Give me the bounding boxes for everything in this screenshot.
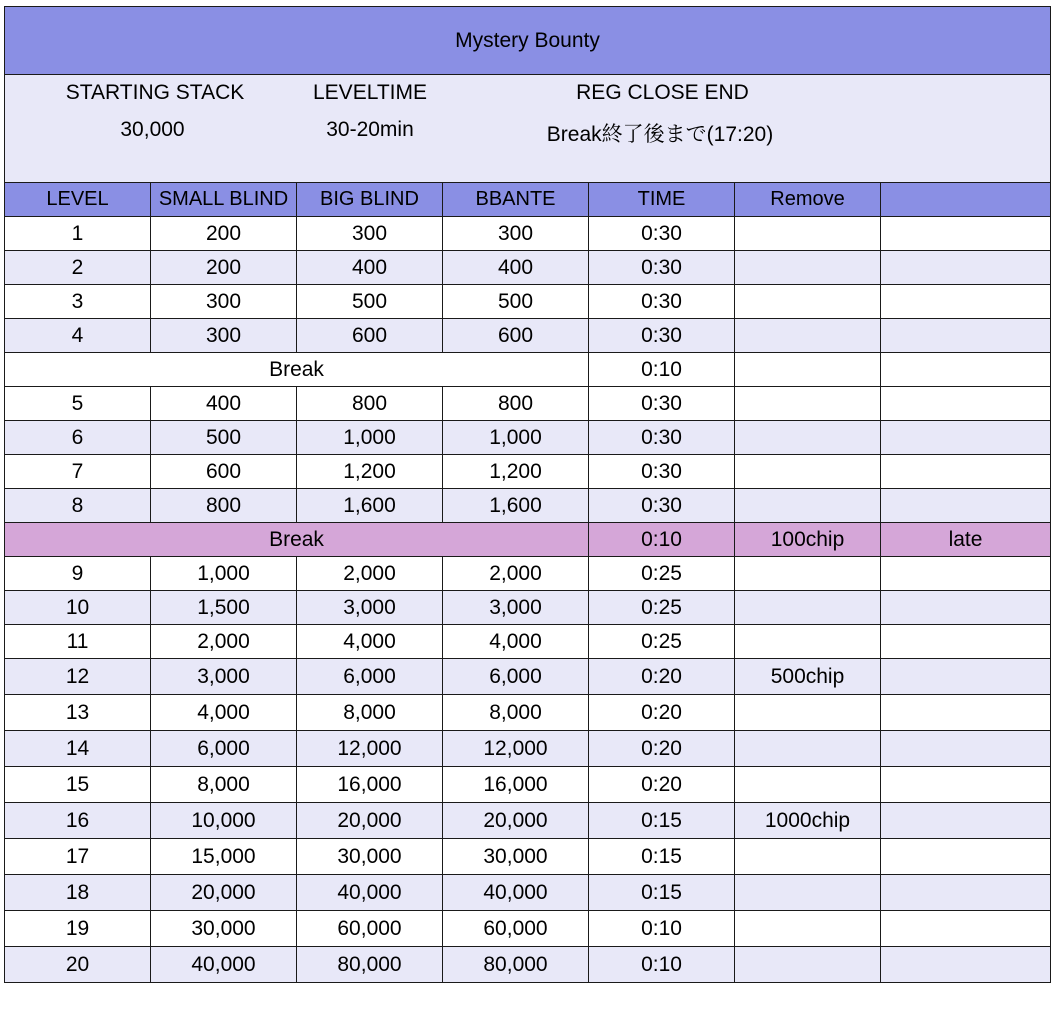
level-number: 8 <box>5 489 151 523</box>
bb-ante: 12,000 <box>443 731 589 767</box>
level-row <box>5 285 1051 319</box>
break-note <box>881 353 1051 387</box>
small-blind: 1,500 <box>151 591 297 625</box>
remove-note <box>735 875 881 911</box>
small-blind: 40,000 <box>151 947 297 983</box>
level-time: 0:15 <box>589 839 735 875</box>
bb-ante: 60,000 <box>443 911 589 947</box>
level-row <box>5 455 1051 489</box>
level-row <box>5 557 1051 591</box>
remove-note <box>735 911 881 947</box>
remove-note <box>735 731 881 767</box>
bb-ante: 500 <box>443 285 589 319</box>
extra-note <box>881 251 1051 285</box>
level-row <box>5 591 1051 625</box>
level-row <box>5 217 1051 251</box>
blind-structure-sheet <box>4 6 1052 983</box>
big-blind: 30,000 <box>297 839 443 875</box>
header-big-blind: BIG BLIND <box>297 183 443 217</box>
level-row <box>5 875 1051 911</box>
big-blind: 1,000 <box>297 421 443 455</box>
level-time: 0:30 <box>589 489 735 523</box>
remove-note <box>735 217 881 251</box>
level-row <box>5 625 1051 659</box>
small-blind: 30,000 <box>151 911 297 947</box>
remove-note <box>735 839 881 875</box>
extra-note <box>881 767 1051 803</box>
level-row <box>5 947 1051 983</box>
extra-note <box>881 839 1051 875</box>
big-blind: 8,000 <box>297 695 443 731</box>
level-number: 1 <box>5 217 151 251</box>
remove-note <box>735 695 881 731</box>
small-blind: 200 <box>151 251 297 285</box>
extra-note <box>881 695 1051 731</box>
remove-note <box>735 767 881 803</box>
level-row <box>5 767 1051 803</box>
level-row <box>5 319 1051 353</box>
level-number: 15 <box>5 767 151 803</box>
small-blind: 600 <box>151 455 297 489</box>
big-blind: 400 <box>297 251 443 285</box>
level-row <box>5 489 1051 523</box>
level-number: 4 <box>5 319 151 353</box>
big-blind: 4,000 <box>297 625 443 659</box>
extra-note <box>881 731 1051 767</box>
small-blind: 300 <box>151 319 297 353</box>
big-blind: 60,000 <box>297 911 443 947</box>
level-number: 6 <box>5 421 151 455</box>
level-time: 0:30 <box>589 387 735 421</box>
big-blind: 80,000 <box>297 947 443 983</box>
small-blind: 15,000 <box>151 839 297 875</box>
bb-ante: 400 <box>443 251 589 285</box>
bb-ante: 4,000 <box>443 625 589 659</box>
level-time: 0:30 <box>589 251 735 285</box>
bb-ante: 1,200 <box>443 455 589 489</box>
small-blind: 800 <box>151 489 297 523</box>
bb-ante: 16,000 <box>443 767 589 803</box>
info-row <box>5 75 1051 183</box>
extra-note <box>881 591 1051 625</box>
leveltime-value: 30-20min <box>326 118 414 141</box>
level-time: 0:20 <box>589 731 735 767</box>
small-blind: 200 <box>151 217 297 251</box>
level-time: 0:30 <box>589 285 735 319</box>
big-blind: 500 <box>297 285 443 319</box>
small-blind: 3,000 <box>151 659 297 695</box>
break-remove <box>735 353 881 387</box>
level-number: 16 <box>5 803 151 839</box>
bb-ante: 1,000 <box>443 421 589 455</box>
remove-note <box>735 489 881 523</box>
header-level: LEVEL <box>5 183 151 217</box>
level-number: 12 <box>5 659 151 695</box>
remove-note <box>735 591 881 625</box>
big-blind: 800 <box>297 387 443 421</box>
info-panel <box>5 75 1051 183</box>
level-number: 10 <box>5 591 151 625</box>
extra-note <box>881 875 1051 911</box>
level-time: 0:10 <box>589 947 735 983</box>
level-row <box>5 387 1051 421</box>
title-row <box>5 7 1051 75</box>
extra-note <box>881 557 1051 591</box>
starting-stack-label: STARTING STACK <box>65 81 245 104</box>
bb-ante: 80,000 <box>443 947 589 983</box>
bb-ante: 800 <box>443 387 589 421</box>
break-label: Break <box>5 353 589 387</box>
level-time: 0:15 <box>589 803 735 839</box>
small-blind: 10,000 <box>151 803 297 839</box>
level-time: 0:30 <box>589 319 735 353</box>
big-blind: 16,000 <box>297 767 443 803</box>
big-blind: 1,600 <box>297 489 443 523</box>
big-blind: 1,200 <box>297 455 443 489</box>
extra-note <box>881 319 1051 353</box>
remove-note <box>735 319 881 353</box>
bb-ante: 8,000 <box>443 695 589 731</box>
level-number: 11 <box>5 625 151 659</box>
break-row <box>5 353 1051 387</box>
remove-note <box>735 421 881 455</box>
remove-note <box>735 947 881 983</box>
level-row <box>5 695 1051 731</box>
level-number: 3 <box>5 285 151 319</box>
bb-ante: 2,000 <box>443 557 589 591</box>
bb-ante: 30,000 <box>443 839 589 875</box>
extra-note <box>881 625 1051 659</box>
extra-note <box>881 455 1051 489</box>
header-time: TIME <box>589 183 735 217</box>
remove-note <box>735 455 881 489</box>
level-time: 0:25 <box>589 625 735 659</box>
level-row <box>5 731 1051 767</box>
remove-note <box>735 625 881 659</box>
header-bbante: BBANTE <box>443 183 589 217</box>
level-number: 17 <box>5 839 151 875</box>
level-row <box>5 839 1051 875</box>
break-time: 0:10 <box>589 523 735 557</box>
leveltime-label: LEVELTIME <box>313 81 427 104</box>
small-blind: 400 <box>151 387 297 421</box>
small-blind: 20,000 <box>151 875 297 911</box>
bb-ante: 40,000 <box>443 875 589 911</box>
header-extra <box>881 183 1051 217</box>
remove-note <box>735 387 881 421</box>
level-time: 0:30 <box>589 455 735 489</box>
small-blind: 2,000 <box>151 625 297 659</box>
level-row <box>5 421 1051 455</box>
extra-note <box>881 659 1051 695</box>
header-small-blind: SMALL BLIND <box>151 183 297 217</box>
break-remove: 100chip <box>735 523 881 557</box>
bb-ante: 6,000 <box>443 659 589 695</box>
extra-note <box>881 489 1051 523</box>
level-number: 9 <box>5 557 151 591</box>
big-blind: 20,000 <box>297 803 443 839</box>
blind-structure-table <box>4 6 1051 983</box>
break-label: Break <box>5 523 589 557</box>
level-time: 0:25 <box>589 557 735 591</box>
extra-note <box>881 217 1051 251</box>
bb-ante: 600 <box>443 319 589 353</box>
level-time: 0:20 <box>589 767 735 803</box>
level-row <box>5 803 1051 839</box>
header-remove: Remove <box>735 183 881 217</box>
column-header-row <box>5 183 1051 217</box>
level-row <box>5 251 1051 285</box>
level-row <box>5 659 1051 695</box>
small-blind: 4,000 <box>151 695 297 731</box>
bb-ante: 20,000 <box>443 803 589 839</box>
level-time: 0:30 <box>589 421 735 455</box>
level-number: 18 <box>5 875 151 911</box>
level-row <box>5 911 1051 947</box>
extra-note <box>881 421 1051 455</box>
big-blind: 2,000 <box>297 557 443 591</box>
level-number: 2 <box>5 251 151 285</box>
big-blind: 3,000 <box>297 591 443 625</box>
level-time: 0:20 <box>589 659 735 695</box>
extra-note <box>881 387 1051 421</box>
level-time: 0:25 <box>589 591 735 625</box>
level-time: 0:30 <box>589 217 735 251</box>
level-time: 0:20 <box>589 695 735 731</box>
reg-close-label: REG CLOSE END <box>576 81 749 104</box>
extra-note <box>881 947 1051 983</box>
level-number: 14 <box>5 731 151 767</box>
level-number: 13 <box>5 695 151 731</box>
small-blind: 300 <box>151 285 297 319</box>
remove-note: 500chip <box>735 659 881 695</box>
bb-ante: 1,600 <box>443 489 589 523</box>
small-blind: 500 <box>151 421 297 455</box>
remove-note <box>735 285 881 319</box>
level-number: 5 <box>5 387 151 421</box>
level-number: 20 <box>5 947 151 983</box>
big-blind: 6,000 <box>297 659 443 695</box>
big-blind: 300 <box>297 217 443 251</box>
big-blind: 12,000 <box>297 731 443 767</box>
small-blind: 1,000 <box>151 557 297 591</box>
small-blind: 8,000 <box>151 767 297 803</box>
remove-note: 1000chip <box>735 803 881 839</box>
extra-note <box>881 803 1051 839</box>
level-number: 19 <box>5 911 151 947</box>
big-blind: 40,000 <box>297 875 443 911</box>
remove-note <box>735 251 881 285</box>
remove-note <box>735 557 881 591</box>
level-time: 0:10 <box>589 911 735 947</box>
extra-note <box>881 285 1051 319</box>
reg-close-value: Break終了後まで(17:20) <box>546 123 774 146</box>
level-time: 0:15 <box>589 875 735 911</box>
small-blind: 6,000 <box>151 731 297 767</box>
break-row <box>5 523 1051 557</box>
level-number: 7 <box>5 455 151 489</box>
tournament-title: Mystery Bounty <box>5 7 1051 75</box>
break-time: 0:10 <box>589 353 735 387</box>
big-blind: 600 <box>297 319 443 353</box>
break-note: late <box>881 523 1051 557</box>
bb-ante: 3,000 <box>443 591 589 625</box>
extra-note <box>881 911 1051 947</box>
bb-ante: 300 <box>443 217 589 251</box>
starting-stack-value: 30,000 <box>120 118 185 141</box>
